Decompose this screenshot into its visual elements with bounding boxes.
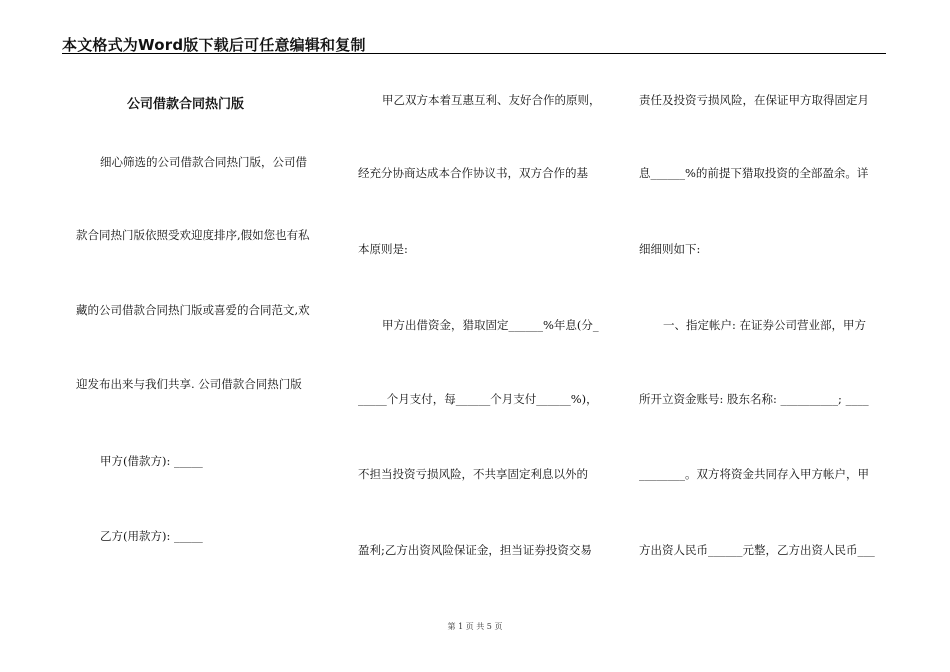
column-3-line: 细细则如下: <box>639 242 701 256</box>
column-2-line: 甲乙双方本着互惠互利、友好合作的原则， <box>382 93 601 107</box>
header-divider <box>62 53 886 54</box>
column-3-line: 息______%的前提下猎取投资的全部盈余。详 <box>639 166 869 180</box>
party-b-field: 乙方(用款方): _____ <box>100 529 203 543</box>
column-2-line: 盈利;乙方出资风险保证金，担当证券投资交易 <box>358 543 592 557</box>
header-banner: 本文格式为Word版下载后可任意编辑和复制 <box>62 36 366 54</box>
column-3-line: 责任及投资亏损风险，在保证甲方取得固定月 <box>639 93 869 107</box>
column-3-line: 一、指定帐户: 在证券公司营业部，甲方 <box>663 318 867 332</box>
column-1-line: 款合同热门版依照受欢迎度排序,假如您也有私 <box>76 228 310 242</box>
column-1-line: 细心筛选的公司借款合同热门版，公司借 <box>100 155 307 169</box>
column-3-line: ________。双方将资金共同存入甲方帐户，甲 <box>639 467 869 481</box>
column-2-line: 本原则是: <box>358 242 408 256</box>
column-2-line: 甲方出借资金，猎取固定______%年息(分_ <box>382 318 599 332</box>
party-a-field: 甲方(借款方): _____ <box>100 454 203 468</box>
page-number: 第 1 页 共 5 页 <box>447 622 503 631</box>
document-title: 公司借款合同热门版 <box>127 97 245 112</box>
column-3-line: 所开立资金账号: 股东名称: __________; ____ <box>639 392 869 406</box>
column-2-line: 经充分协商达成本合作协议书，双方合作的基 <box>358 166 588 180</box>
column-1-line: 迎发布出来与我们共享. 公司借款合同热门版 <box>76 377 302 391</box>
column-3-line: 方出资人民币______元整，乙方出资人民币___ <box>639 543 875 557</box>
column-1-line: 藏的公司借款合同热门版或喜爱的合同范文,欢 <box>76 303 310 317</box>
column-2-line: _____个月支付，每______个月支付______%)， <box>358 392 598 406</box>
column-2-line: 不担当投资亏损风险，不共享固定利息以外的 <box>358 467 588 481</box>
